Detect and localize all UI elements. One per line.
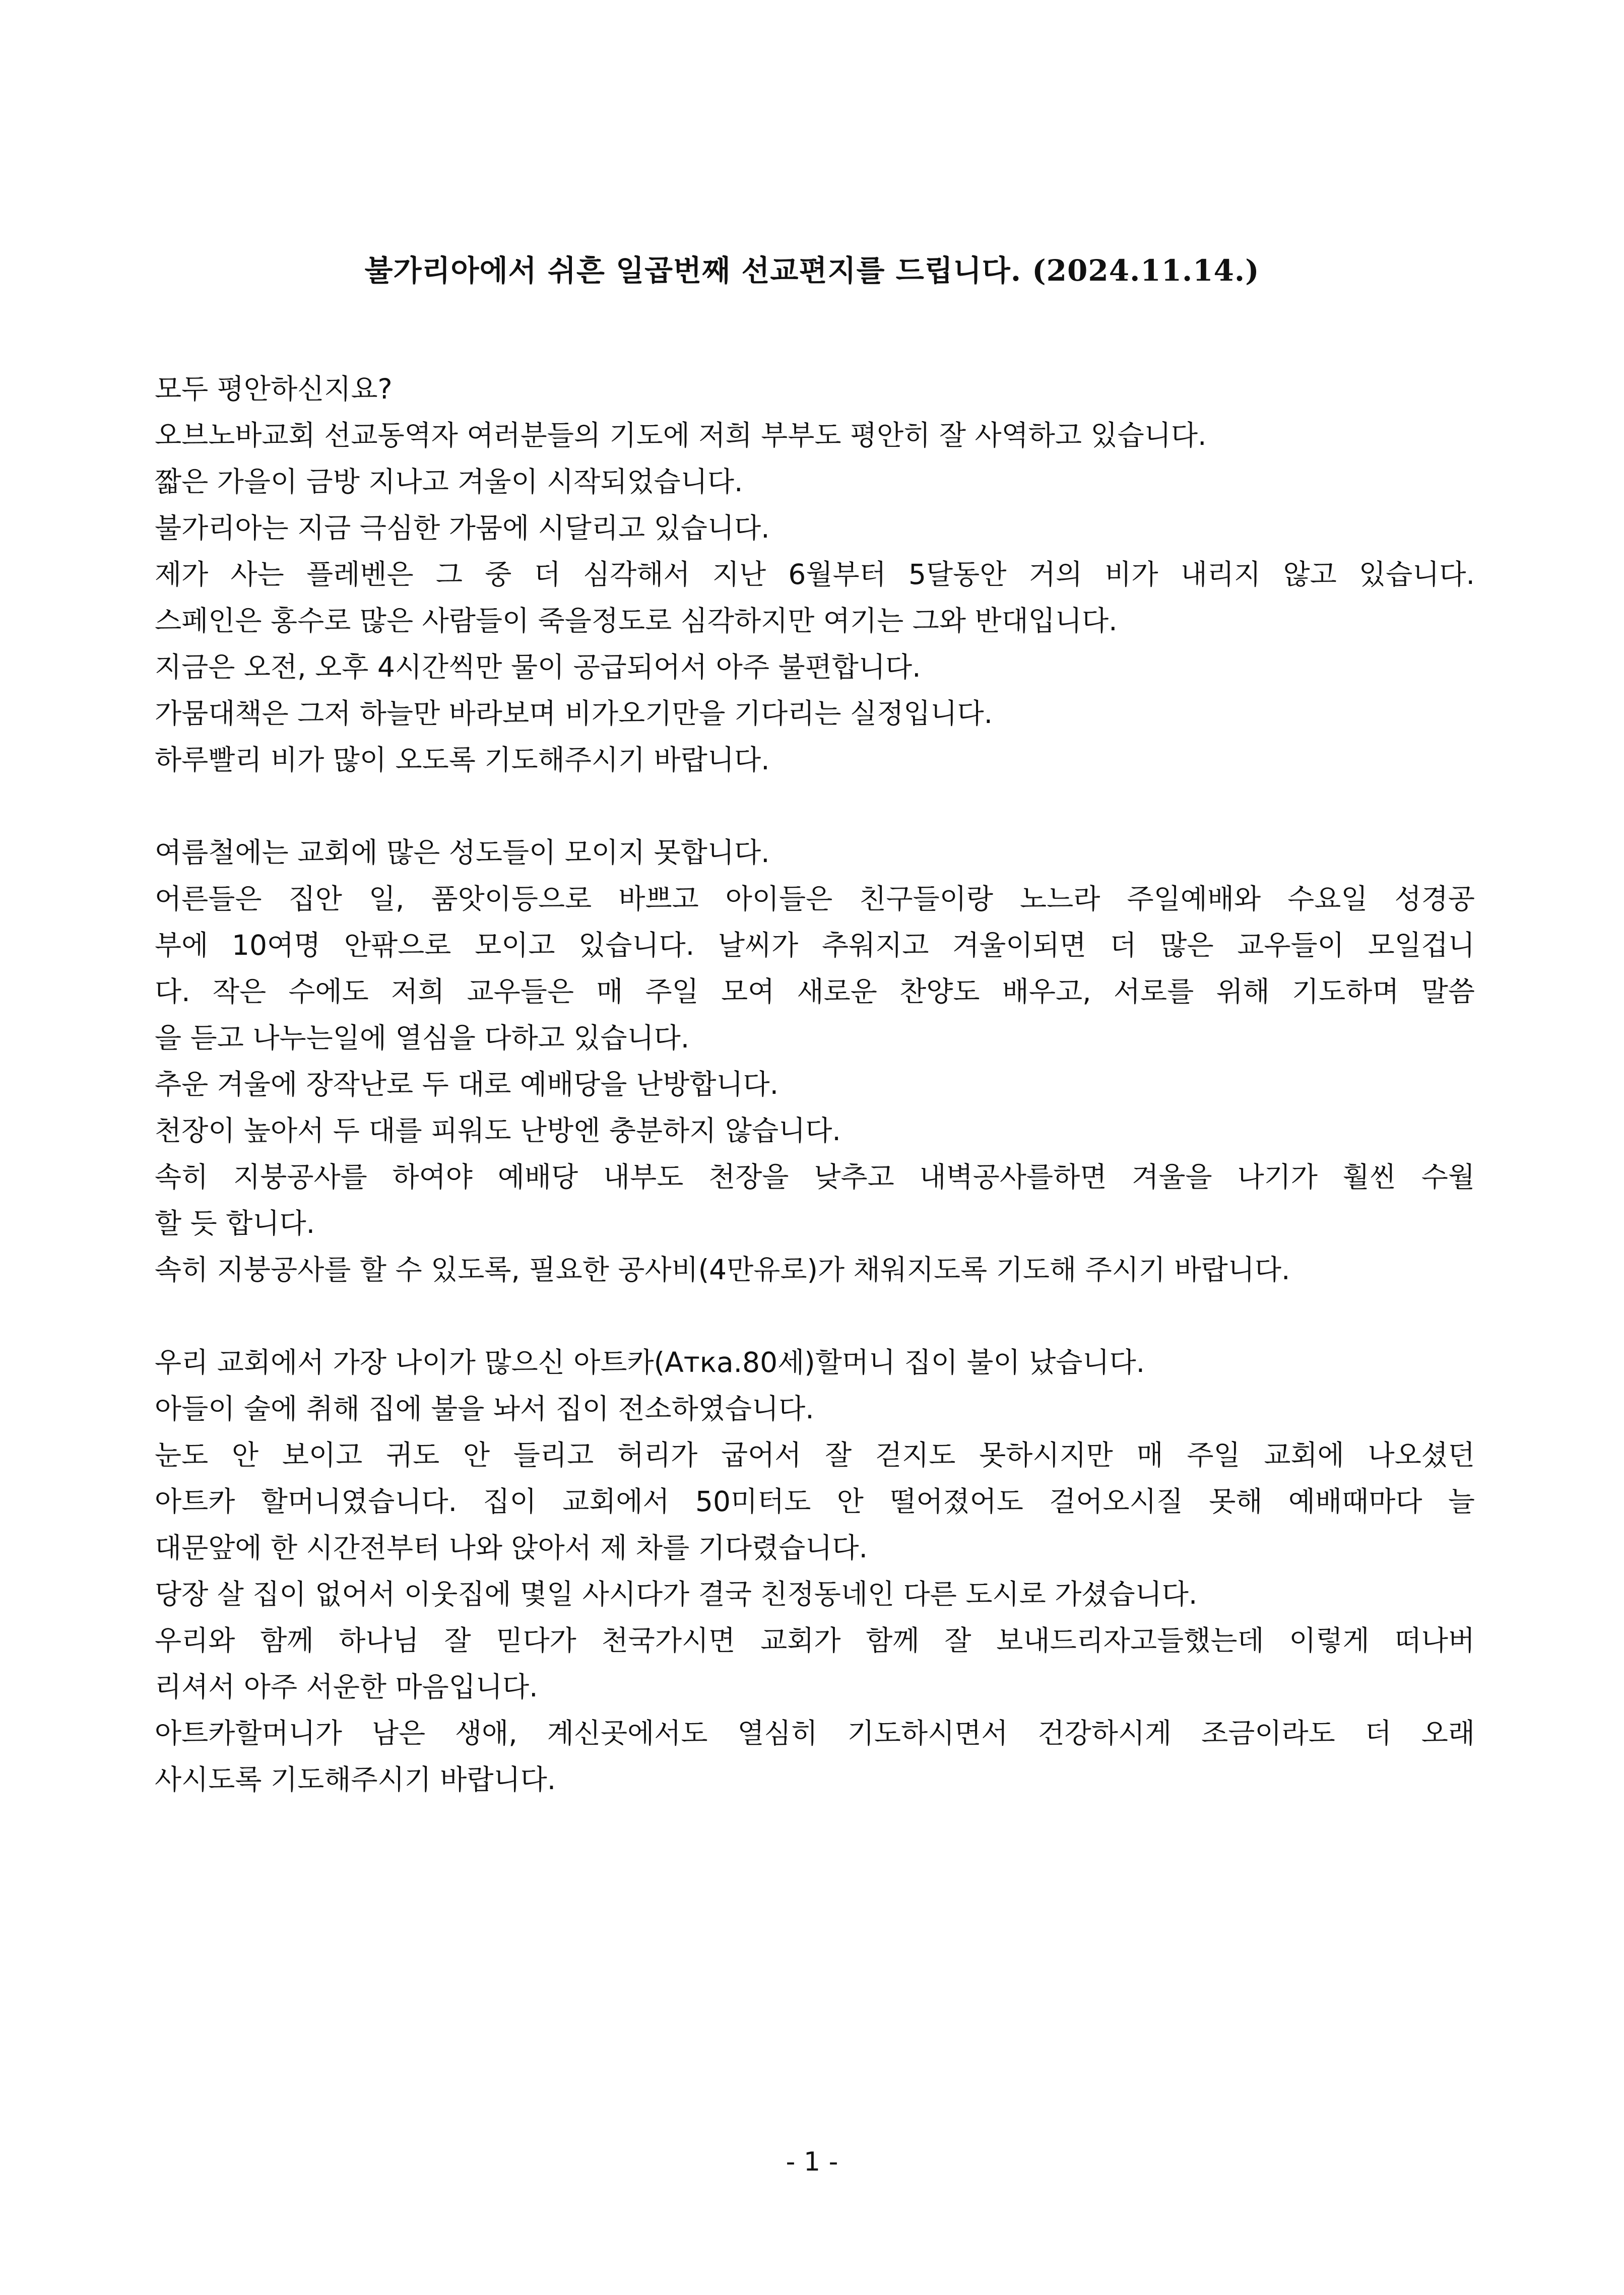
- text-line: 우리 교회에서 가장 나이가 많으신 아트카(Атка.80세)할머니 집이 불이 났습니다.: [155, 1346, 1145, 1379]
- text-line: 오브노바교회 선교동역자 여러분들의 기도에 저희 부부도 평안히 잘 사역하고 있습니다.: [155, 419, 1207, 451]
- paragraph-gap: [155, 1293, 1475, 1339]
- text-line: 추운 겨울에 장작난로 두 대로 예배당을 난방합니다.: [155, 1068, 779, 1100]
- text-line: 리셔서 아주 서운한 마음입니다.: [155, 1671, 538, 1703]
- text-line: 할 듯 합니다.: [155, 1207, 315, 1239]
- text-line: 눈도 안 보이고 귀도 안 들리고 허리가 굽어서 잘 걷지도 못하시지만 매 주일 교회에 나오셨던: [155, 1439, 1475, 1471]
- text-line: 을 듣고 나누는일에 열심을 다하고 있습니다.: [155, 1022, 690, 1054]
- text-line: 사시도록 기도해주시기 바랍니다.: [155, 1763, 556, 1796]
- text-line: 모두 평안하신지요?: [155, 373, 393, 405]
- text-line: 천장이 높아서 두 대를 피워도 난방엔 충분하지 않습니다.: [155, 1114, 841, 1147]
- text-line: 여름철에는 교회에 많은 성도들이 모이지 못합니다.: [155, 836, 770, 869]
- text-line: 제가 사는 플레벤은 그 중 더 심각해서 지난 6월부터 5달동안 거의 비가 내리지 않고 있습니다.: [155, 558, 1475, 591]
- letter-body: [155, 366, 1475, 1803]
- text-line: 스페인은 홍수로 많은 사람들이 죽을정도로 심각하지만 여기는 그와 반대입니다.: [155, 605, 1118, 637]
- text-line: 부에 10여명 안팎으로 모이고 있습니다. 날씨가 추워지고 겨울이되면 더 많은 교우들이 모일겁니: [155, 929, 1475, 961]
- letter-title: 불가리아에서 쉬흔 일곱번째 선교편지를 드립니다. (2024.11.14.): [364, 253, 1260, 288]
- text-line: 속히 지붕공사를 할 수 있도록, 필요한 공사비(4만유로)가 채워지도록 기도해 주시기 바랍니다.: [155, 1254, 1290, 1286]
- text-line: 아트카 할머니였습니다. 집이 교회에서 50미터도 안 떨어졌어도 걸어오시질 못해 예배때마다 늘: [155, 1485, 1475, 1518]
- text-line: 어른들은 집안 일, 품앗이등으로 바쁘고 아이들은 친구들이랑 노느라 주일예배와 수요일 성경공: [155, 883, 1475, 915]
- page-number: - 1 -: [786, 2147, 838, 2177]
- text-line: 아들이 술에 취해 집에 불을 놔서 집이 전소하였습니다.: [155, 1393, 814, 1425]
- text-line: 다. 작은 수에도 저희 교우들은 매 주일 모여 새로운 찬양도 배우고, 서로를 위해 기도하며 말씀: [155, 975, 1475, 1008]
- text-line: 속히 지붕공사를 하여야 예배당 내부도 천장을 낮추고 내벽공사를하면 겨울을 나기가 훨씬 수월: [155, 1161, 1475, 1193]
- text-line: 불가리아는 지금 극심한 가뭄에 시달리고 있습니다.: [155, 512, 770, 544]
- text-line: 당장 살 집이 없어서 이웃집에 몇일 사시다가 결국 친정동네인 다른 도시로 가셨습니다.: [155, 1578, 1198, 1610]
- text-line: 짧은 가을이 금방 지나고 겨울이 시작되었습니다.: [155, 466, 743, 498]
- text-line: 대문앞에 한 시간전부터 나와 앉아서 제 차를 기다렸습니다.: [155, 1532, 868, 1564]
- text-line: 가뭄대책은 그저 하늘만 바라보며 비가오기만을 기다리는 실정입니다.: [155, 697, 993, 730]
- text-line: 아트카할머니가 남은 생애, 계신곳에서도 열심히 기도하시면서 건강하시게 조금이라도 더 오래: [155, 1717, 1475, 1749]
- text-line: 하루빨리 비가 많이 오도록 기도해주시기 바랍니다.: [155, 744, 770, 776]
- text-line: 지금은 오전, 오후 4시간씩만 물이 공급되어서 아주 불편합니다.: [155, 651, 921, 683]
- paragraph-gap: [155, 783, 1475, 829]
- text-line: 우리와 함께 하나님 잘 믿다가 천국가시면 교회가 함께 잘 보내드리자고들했는데 이렇게 떠나버: [155, 1624, 1475, 1657]
